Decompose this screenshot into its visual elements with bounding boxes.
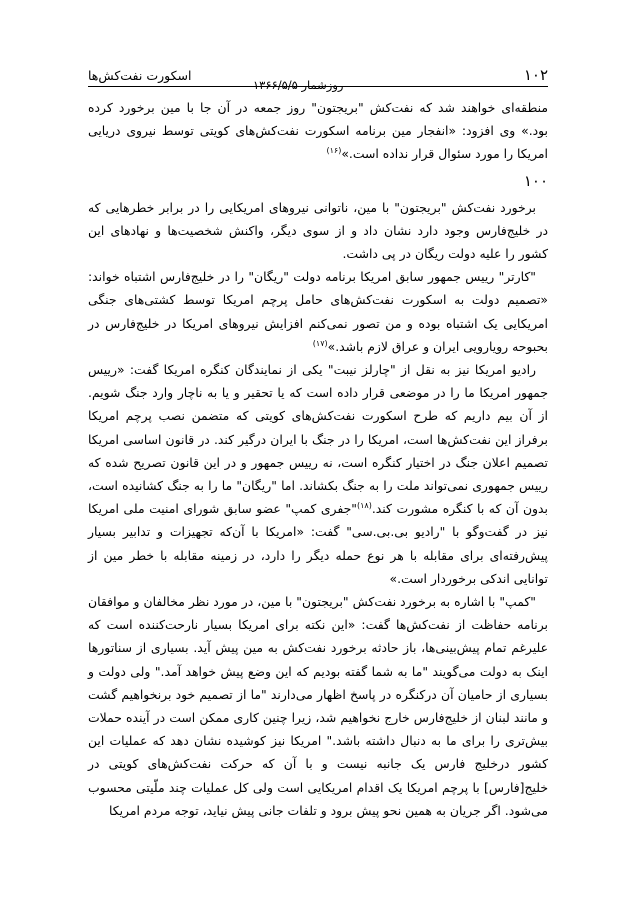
paragraph-text: "کمپ" با اشاره به برخورد نفت‌کش "بریجتون" با مین، در مورد نظر مخالفان و موافقان برنامه حفاظت از نفت‌کش‌ها گفت: «این نکته برای امریکا بسیار نارحت‌کننده است که علیرغم تمام پیش‌بینی‌ها، باز حادثه برخورد نفت‌کش به مین پیش آید. بسیاری از سناتورها اینک به دولت می‌گویند "ما به شما گفته بودیم که این وضع پیش خواهد آمد." ولی دولت و بسیاری از حامیان آن درکنگره در پاسخ اظهار می‌دارند "ما از تصمیم خود برنخواهیم گشت و مانند لبنان از خلیج‌فارس خارج نخواهیم شد، زیرا چنین کاری ممکن است در آینده حملات بیش‌تری را برای ما به دنبال داشته باشد." امریکا نیز کوشیده نشان دهد که عملیات این کشور درخلیج فارس یک جانبه نیست و با آن که حرکت نفت‌کش‌های کویتی در خلیج[فارس] با پرچم امریکا یک اقدام امریکایی است ولی کل عملیات چند ملّیتی محسوب می‌شود. اگر جریان به همین نحو پیش برود و تلفات جانی پیش نیاید، توجه مردم امریکا [88,594,548,818]
paragraph-text: "جفری کمپ" عضو سابق شورای امنیت ملی امریکا نیز در گفت‌وگو با "رادیو بی.بی.سی" گفت: «امریکا با آن‌که تجهیزات و تدابیر بسیار پیش‌رفته‌ای برای مقابله با هر نوع حمله دیگر را دارد، در زمینه مقابله با خطر مین از توانایی اندکی برخوردار است.» [88,501,548,586]
page-body [88,96,548,822]
footnote-ref: (۱۷) [312,338,328,348]
header-date: روزشمار ۱۳۶۶/۵/۵ [253,78,344,92]
paragraph [88,265,548,358]
paragraph [88,196,548,266]
header-rule [88,86,548,87]
paragraph [88,358,548,590]
page-header [88,64,548,90]
paragraph-text: "کارتر" رییس جمهور سابق امریکا برنامه دولت "ریگان" را در خلیج‌فارس اشتباه خواند: «تصمیم دولت به اسکورت نفت‌کش‌های حامل پرچم امریکا توسط کشتی‌های جنگی امریکایی یک اشتباه بوده و من تصور نمی‌کنم افزایش نیروهای امریکا در خلیج‌فارس در بحبوحه رویارویی ایران و عراق لازم باشد.» [88,269,548,354]
paragraph-text: رادیو امریکا نیز به نقل از "چارلز نیبت" یکی از نمایندگان کنگره امریکا گفت: «رییس جمهور امریکا ما را در موضعی قرار داده است که یا تحقیر و یا به ناچار وارد جنگ شویم. از آن بیم داریم که طرح اسکورت نفت‌کش‌های کویتی که متضمن نصب پرچم امریکا برفراز این نفت‌کش‌ها است، امریکا را در جنگ با ایران درگیر کند. در قانون اساسی امریکا تصمیم اعلان جنگ در اختیار کنگره است، نه رییس جمهور و در این قانون تصریح شده که رییس جمهوری نمی‌تواند ملت را به جنگ بکشاند. اما "ریگان" ما را به جنگ کشانیده است، بدون آن که با کنگره مشورت کند. [88,362,548,517]
paragraph [88,590,548,822]
footnote-ref: (۱۶) [326,146,342,156]
running-title: اسکورت نفت‌کش‌ها [88,68,192,83]
footnote-ref: (۱۸) [356,501,372,511]
page-number: ۱۰۲ [523,66,548,84]
opening-paragraph-text: منطقه‌ای خواهند شد که نفت‌کش "بریجتون" روز جمعه در آن جا با مین برخورد کرده بود.» وی افزود: «انفجار مین برنامه اسکورت نفت‌کش‌های کویتی توسط نیروی دریایی امریکا را مورد سئوال قرار نداده است.» [88,100,548,162]
paragraph-text: برخورد نفت‌کش "بریجتون" با مین، ناتوانی نیروهای امریکایی را در برابر خطرهایی که در خلیج‌فارس وجود دارد نشان داد و از سوی دیگر، واکنش شخصیت‌ها و نهادهای این کشور را علیه دولت ریگان در پی داشت. [88,199,548,262]
section-number: ۱۰۰ [523,171,548,190]
opening-paragraph [88,96,548,166]
